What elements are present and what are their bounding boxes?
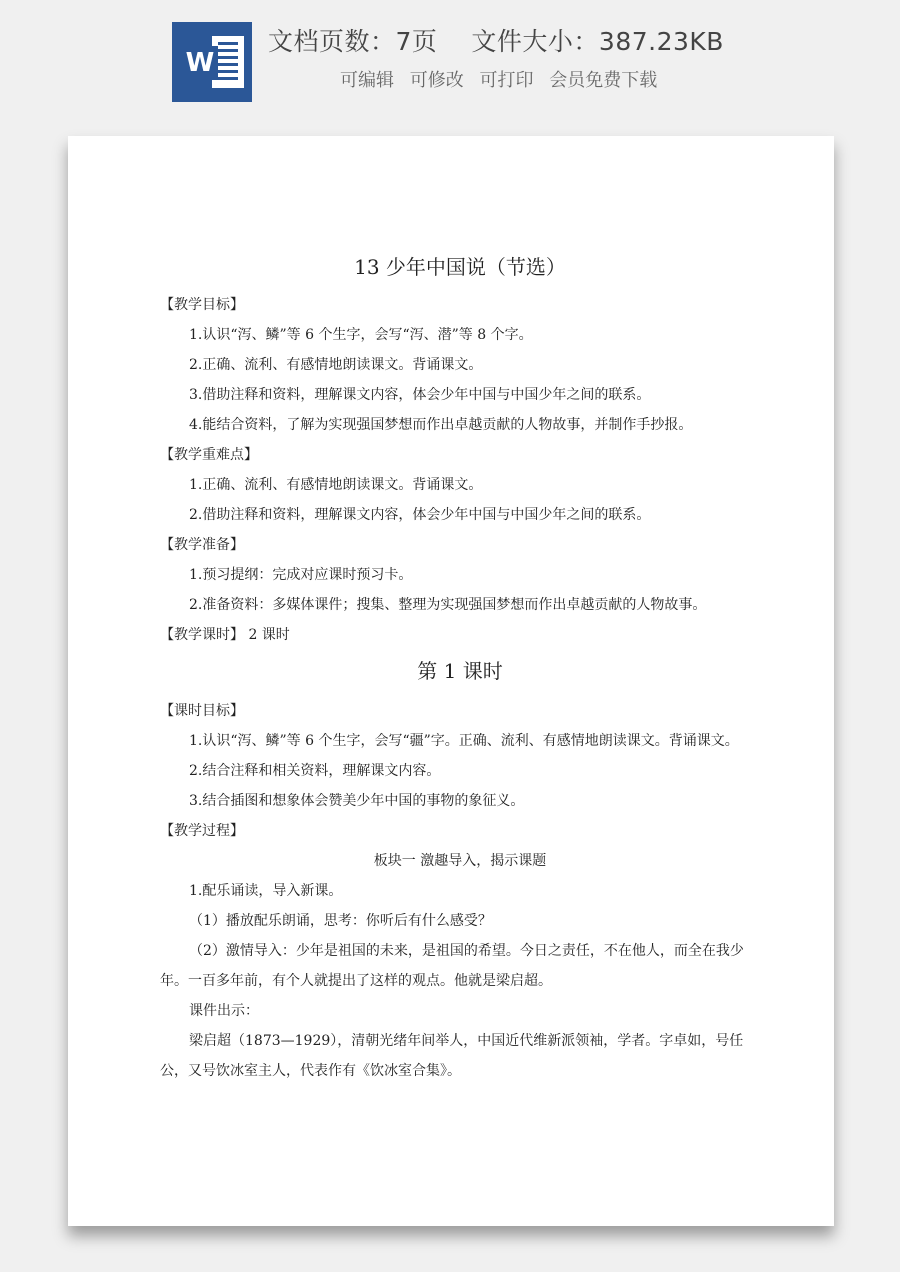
document-title: 13 少年中国说（节选）	[354, 255, 566, 279]
goal-item: 3.借助注释和资料，理解课文内容，体会少年中国与中国少年之间的联系。	[189, 387, 651, 403]
process-substep: （1）播放配乐朗诵，思考：你听后有什么感受？	[189, 913, 492, 929]
lesson-goal-item: 1.认识“泻、鳞”等 6 个生字，会写“疆”字。正确、流利、有感情地朗读课文。背诵课文。	[189, 733, 739, 749]
feature-member-download: 会员免费下载	[549, 70, 658, 91]
page-count: 文档页数：7页	[268, 27, 438, 56]
word-logo-letter: W	[182, 46, 218, 80]
feature-editable: 可编辑	[340, 70, 394, 91]
feature-modifiable: 可修改	[409, 70, 464, 91]
section-heading-process: 【教学过程】	[160, 823, 244, 839]
lesson-goal-item: 2.结合注释和相关资料，理解课文内容。	[189, 763, 441, 779]
file-size: 文件大小：387.23KB	[471, 27, 724, 56]
process-substep: （2）激情导入：少年是祖国的未来，是祖国的希望。今日之责任，不在他人，而全在我少年。一百多年前，有个人就提出了这样的观点。他就是梁启超。	[160, 943, 744, 989]
goal-item: 4.能结合资料，了解为实现强国梦想而作出卓越贡献的人物故事，并制作手抄报。	[189, 417, 693, 433]
download-banner	[0, 0, 900, 120]
file-meta	[268, 22, 724, 58]
key-point-item: 2.借助注释和资料，理解课文内容，体会少年中国与中国少年之间的联系。	[189, 507, 651, 523]
section-heading-lesson-goals: 【课时目标】	[160, 703, 244, 719]
word-file-icon	[172, 22, 252, 102]
lesson-title: 第 1 课时	[417, 659, 503, 683]
lesson-goal-item: 3.结合插图和想象体会赞美少年中国的事物的象征义。	[189, 793, 525, 809]
section-heading-hours: 【教学课时】 2 课时	[160, 627, 290, 643]
courseware-label: 课件出示：	[189, 1003, 259, 1019]
goal-item: 2.正确、流利、有感情地朗读课文。背诵课文。	[189, 357, 483, 373]
process-step: 1.配乐诵读，导入新课。	[189, 883, 343, 899]
document-page	[68, 136, 834, 1226]
document-content	[160, 252, 760, 1086]
section-heading-preparation: 【教学准备】	[160, 537, 244, 553]
key-point-item: 1.正确、流利、有感情地朗读课文。背诵课文。	[189, 477, 483, 493]
section-heading-key-points: 【教学重难点】	[160, 447, 258, 463]
liang-qichao-bio: 梁启超（1873—1929），清朝光绪年间举人，中国近代维新派领袖，学者。字卓如，号任公，又号饮冰室主人，代表作有《饮冰室合集》。	[160, 1033, 744, 1079]
block-heading: 板块一 激趣导入，揭示课题	[373, 853, 547, 869]
section-heading-goals: 【教学目标】	[160, 297, 244, 313]
feature-printable: 可打印	[479, 70, 534, 91]
preparation-item: 2.准备资料：多媒体课件；搜集、整理为实现强国梦想而作出卓越贡献的人物故事。	[189, 597, 707, 613]
feature-list	[340, 66, 667, 92]
preparation-item: 1.预习提纲：完成对应课时预习卡。	[189, 567, 413, 583]
goal-item: 1.认识“泻、鳞”等 6 个生字，会写“泻、潜”等 8 个字。	[189, 327, 533, 343]
